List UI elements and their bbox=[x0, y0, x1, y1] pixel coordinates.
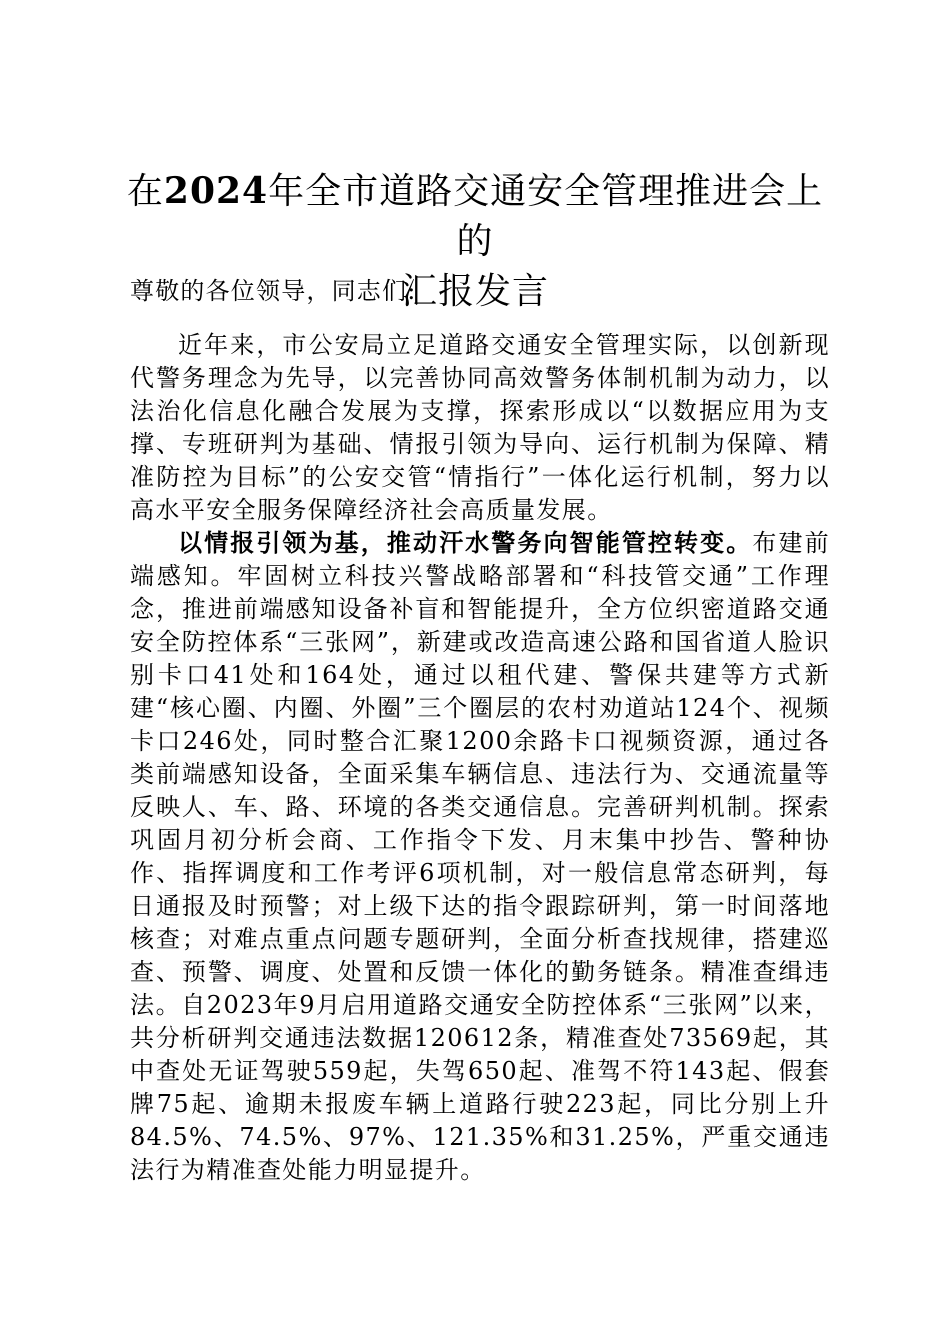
salutation: 尊敬的各位领导，同志们: bbox=[130, 277, 417, 305]
title-rest: 年全市道路交通安全管理推进会上的 bbox=[268, 171, 824, 262]
title-line2: 汇报发言 bbox=[400, 271, 549, 312]
title-year: 2024 bbox=[163, 170, 269, 212]
paragraph-intelligence bbox=[130, 526, 830, 1187]
paragraph-lead-heading: 以情报引领为基，推动汗水警务向智能管控转变。 bbox=[178, 528, 753, 557]
paragraph-intro: 近年来，市公安局立足道路交通安全管理实际，以创新现代警务理念为先导，以完善协同高效警务体制机制为动力，以法治化信息化融合发展为支撑，探索形成以“以数据应用为支撑、专班研判为基础、情报引领为导向、运行机制为保障、精准防控为目标”的公安交管“情指行”一体化运行机制，努力以高水平安全服务保障经济社会高质量发展。 bbox=[130, 331, 830, 524]
paragraph-body: 布建前端感知。牢固树立科技兴警战略部署和“科技管交通”工作理念，推进前端感知设备补盲和智能提升，全方位织密道路交通安全防控体系“三张网”，新建或改造高速公路和国省道人脸识别卡口41处和164处，通过以租代建、警保共建等方式新建“核心圈、内圈、外圈”三个圈层的农村劝道站124个、视频卡口246处，同时整合汇聚1200余路卡口视频资源，通过各类前端感知设备，全面采集车辆信息、违法行为、交通流量等反映人、车、路、环境的各类交通信息。完善研判机制。探索巩固月初分析会商、工作指令下发、月末集中抄告、警种协作、指挥调度和工作考评6项机制，对一般信息常态研判，每日通报及时预警；对上级下达的指令跟踪研判，第一时间落地核查；对难点重点问题专题研判，全面分析查找规律，搭建巡查、预警、调度、处置和反馈一体化的勤务链条。精准查缉违法。自2023年9月启用道路交通安全防控体系“三张网”以来，共分析研判交通违法数据120612条，精准查处73569起，其中查处无证驾驶559起，失驾650起、准驾不符143起、假套牌75起、逾期未报废车辆上道路行驶223起，同比分别上升84.5%、74.5%、97%、121.35%和31.25%，严重交通违法行为精准查处能力明显提升。 bbox=[130, 529, 830, 1184]
title-prefix: 在 bbox=[126, 171, 164, 212]
